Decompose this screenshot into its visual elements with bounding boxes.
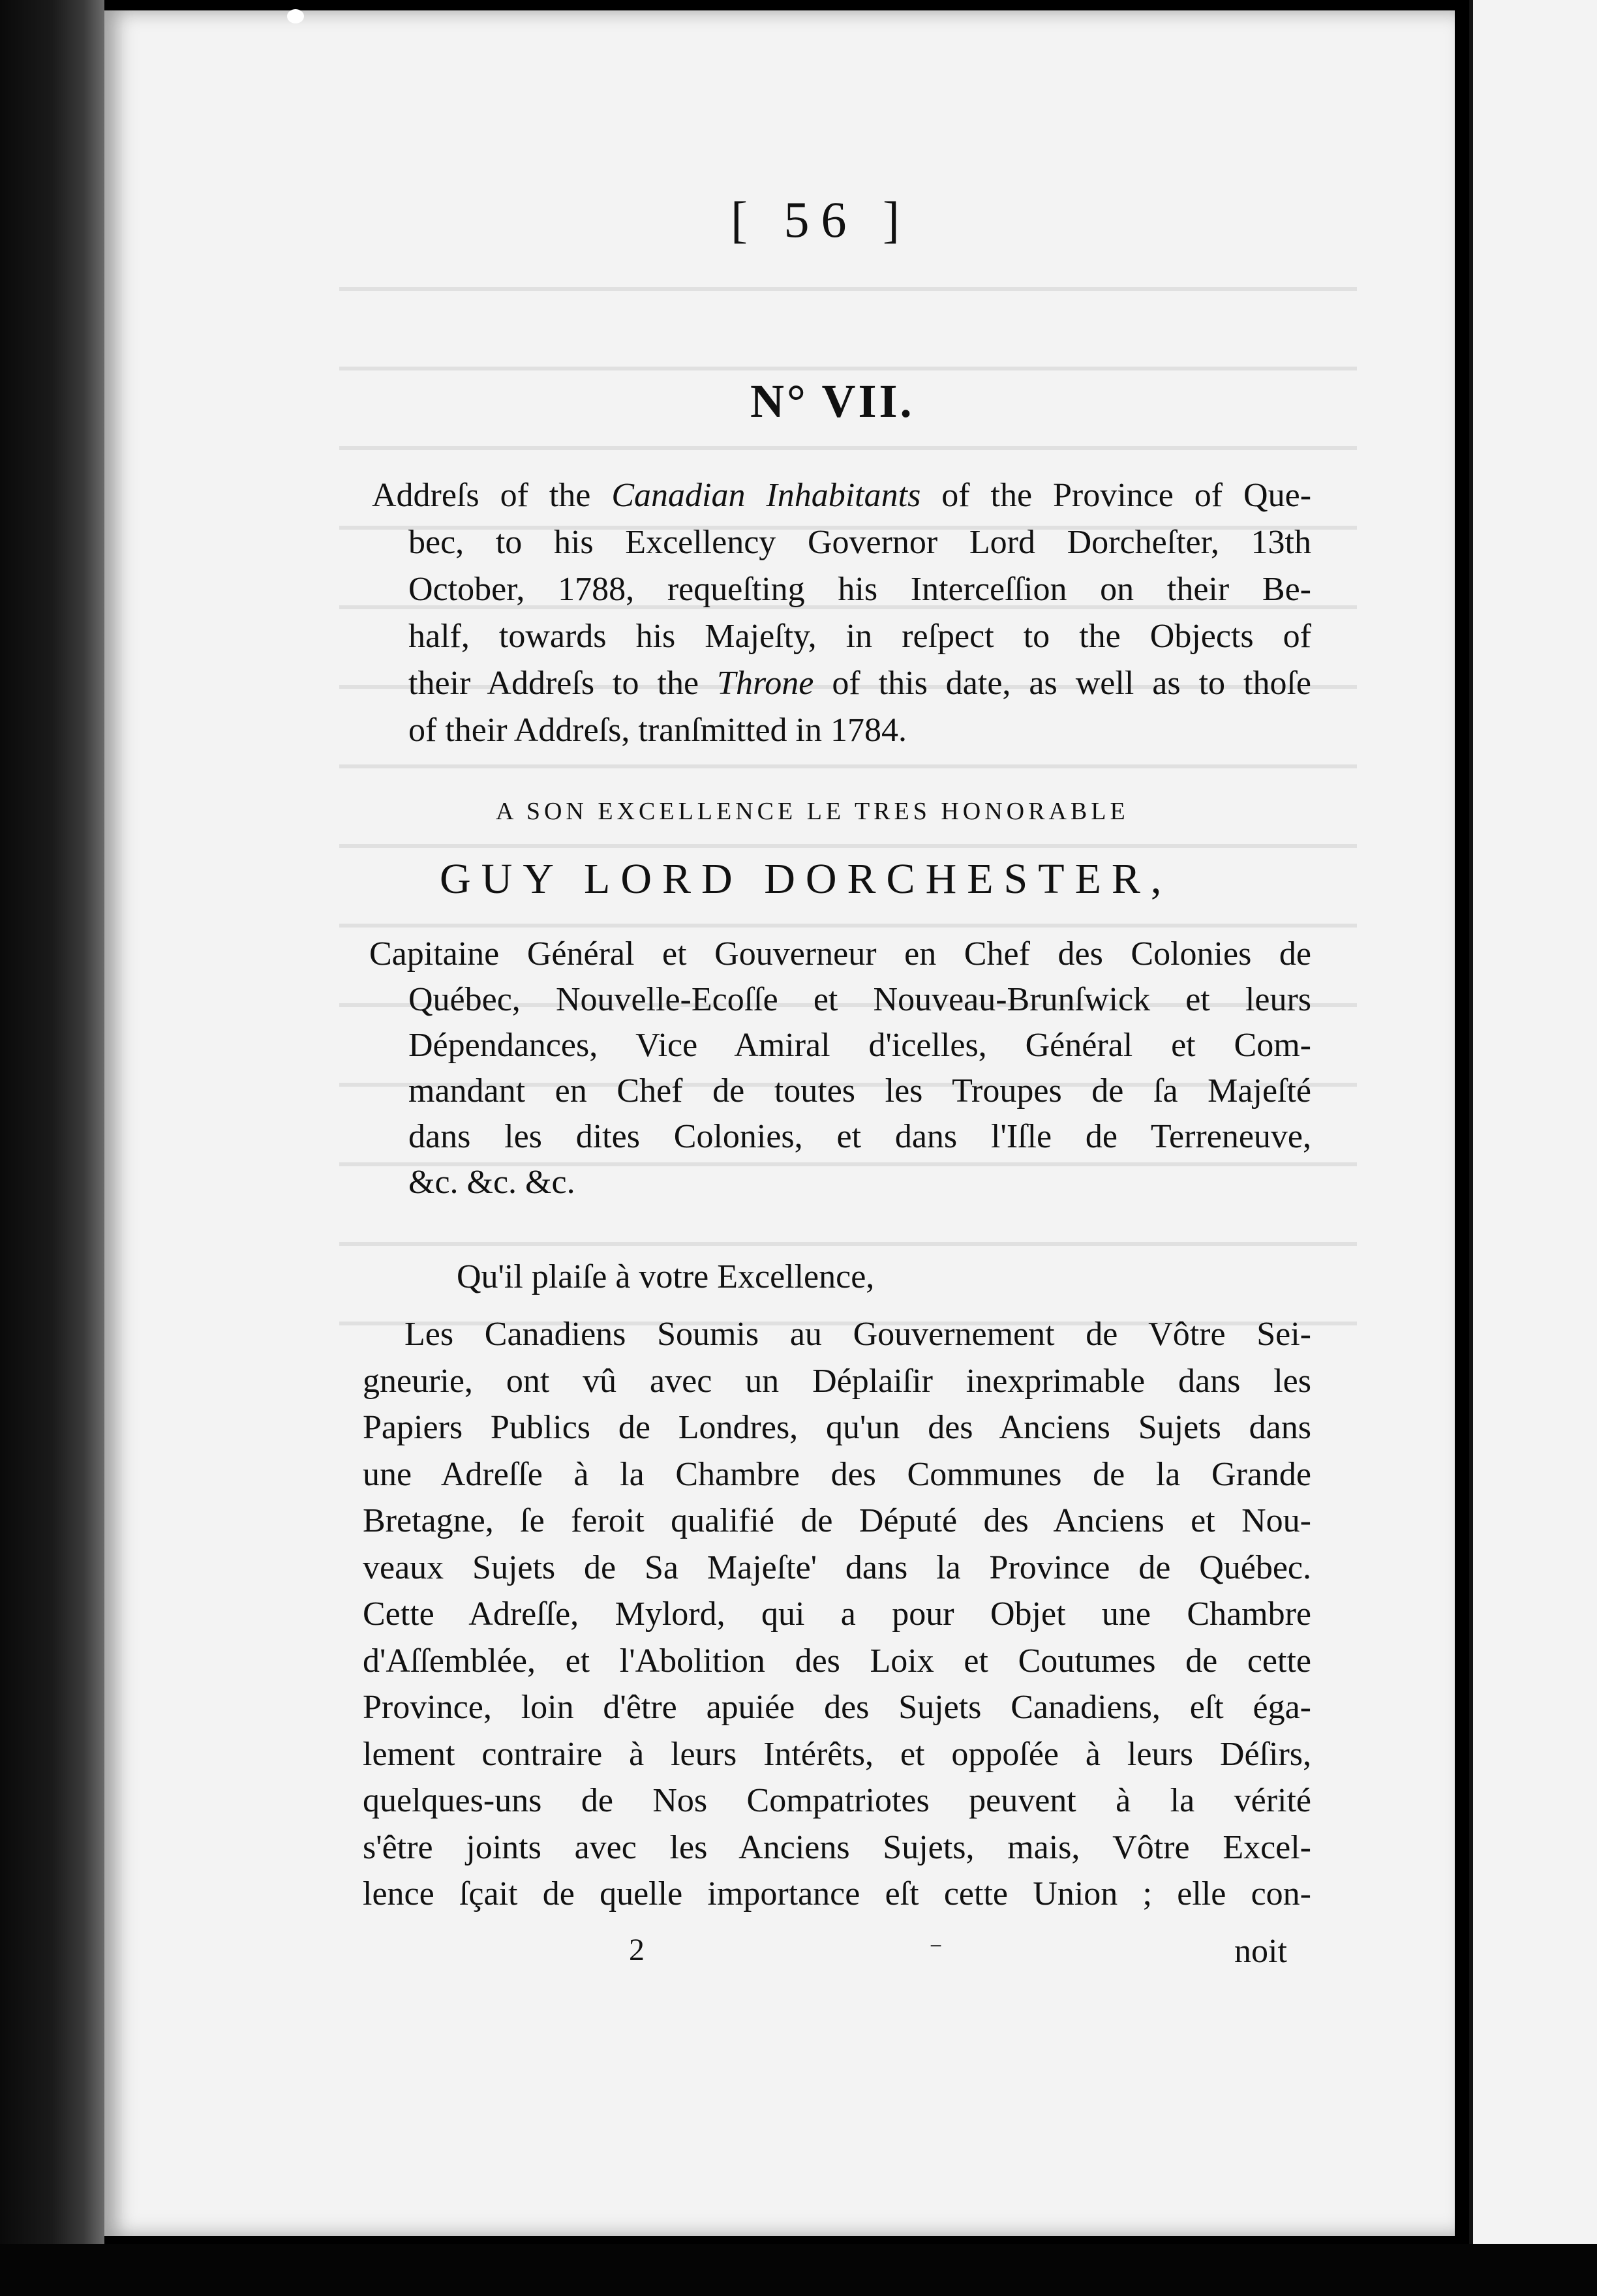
page-folio: [ 56 ] xyxy=(731,191,911,248)
title-line: mandant en Chef de toutes les Troupes de ſa Majeſté xyxy=(408,1072,1311,1110)
text-run: of this date, as well as to thoſe xyxy=(814,665,1312,702)
body-line: Province, loin d'être apuiée des Sujets Canadiens, eſt éga- xyxy=(363,1689,1311,1726)
addressee-name: GUY LORD DORCHESTER, xyxy=(440,855,1172,903)
section-number: N° VII. xyxy=(750,375,915,427)
summary-line xyxy=(372,660,1311,707)
catchword: noit xyxy=(1234,1933,1287,1970)
text-run: of the Province of Que- xyxy=(920,477,1312,514)
title-line: Capitaine Général et Gouverneur en Chef des Colonies de xyxy=(369,935,1311,973)
body-line: veaux Sujets de Sa Majeſte' dans la Province de Québec. xyxy=(363,1548,1311,1586)
text-run: their Addreſs to the xyxy=(408,665,718,702)
body-line: lement contraire à leurs Intérêts, et oppoſée à leurs Déſirs, xyxy=(363,1735,1311,1773)
body-line: Papiers Publics de Londres, qu'un des Anciens Sujets dans xyxy=(363,1409,1311,1446)
body-line: gneurie, ont vû avec un Déplaiſir inexprimable dans les xyxy=(363,1362,1311,1400)
document-summary xyxy=(372,472,1311,754)
text-run: bec, to his Excellency Governor Lord Dorcheſter, 13th xyxy=(408,524,1311,561)
summary-line xyxy=(372,472,1311,519)
body-line: une Adreſſe à la Chambre des Communes de la Grande xyxy=(363,1455,1311,1493)
footer-mark: ⁻ xyxy=(929,1935,943,1965)
italic-run: Canadian Inhabitants xyxy=(611,477,921,514)
text-run: of their Addreſs, tranſmitted in 1784. xyxy=(408,712,907,749)
salutation: Qu'il plaiſe à votre Excellence, xyxy=(457,1258,875,1295)
signature-mark: 2 xyxy=(629,1933,645,1967)
addressee-titles xyxy=(369,931,1311,1205)
scan-speck xyxy=(287,9,304,23)
summary-line xyxy=(372,707,1311,754)
binding-gutter xyxy=(0,0,104,2296)
facing-page-edge xyxy=(1469,0,1597,2296)
text-run: October, 1788, requeſting his Interceſſion on their Be- xyxy=(408,571,1311,608)
body-line: d'Aſſemblée, et l'Abolition des Loix et Coutumes de cette xyxy=(363,1642,1311,1680)
summary-line xyxy=(372,519,1311,566)
body-line: quelques-uns de Nos Compatriotes peuvent à la vérité xyxy=(363,1782,1311,1819)
body-line: lence ſçait de quelle importance eſt cette Union ; elle con- xyxy=(363,1875,1311,1912)
title-line: &c. &c. &c. xyxy=(408,1164,575,1201)
summary-line xyxy=(372,566,1311,613)
body-line: Bretagne, ſe feroit qualifié de Député des Anciens et Nou- xyxy=(363,1502,1311,1539)
text-run: half, towards his Majeſty, in reſpect to the Objects of xyxy=(408,618,1311,655)
summary-line xyxy=(372,613,1311,660)
body-line: s'être joints avec les Anciens Sujets, mais, Vôtre Excel- xyxy=(363,1828,1311,1866)
title-line: dans les dites Colonies, et dans l'Iſle de Terreneuve, xyxy=(408,1118,1311,1155)
body-text xyxy=(363,1311,1311,1918)
title-line: Dépendances, Vice Amiral d'icelles, Général et Com- xyxy=(408,1027,1311,1064)
address-heading: A SON EXCELLENCE LE TRES HONORABLE xyxy=(496,798,1129,825)
body-line: Cette Adreſſe, Mylord, qui a pour Objet une Chambre xyxy=(363,1595,1311,1633)
text-run: Addreſs of the xyxy=(372,477,612,514)
scan-bottom-border xyxy=(0,2244,1597,2296)
title-line: Québec, Nouvelle-Ecoſſe et Nouveau-Brunſwick et leurs xyxy=(408,981,1311,1018)
body-line: Les Canadiens Soumis au Gouvernement de Vôtre Sei- xyxy=(404,1316,1311,1353)
italic-run: Throne xyxy=(717,665,814,702)
